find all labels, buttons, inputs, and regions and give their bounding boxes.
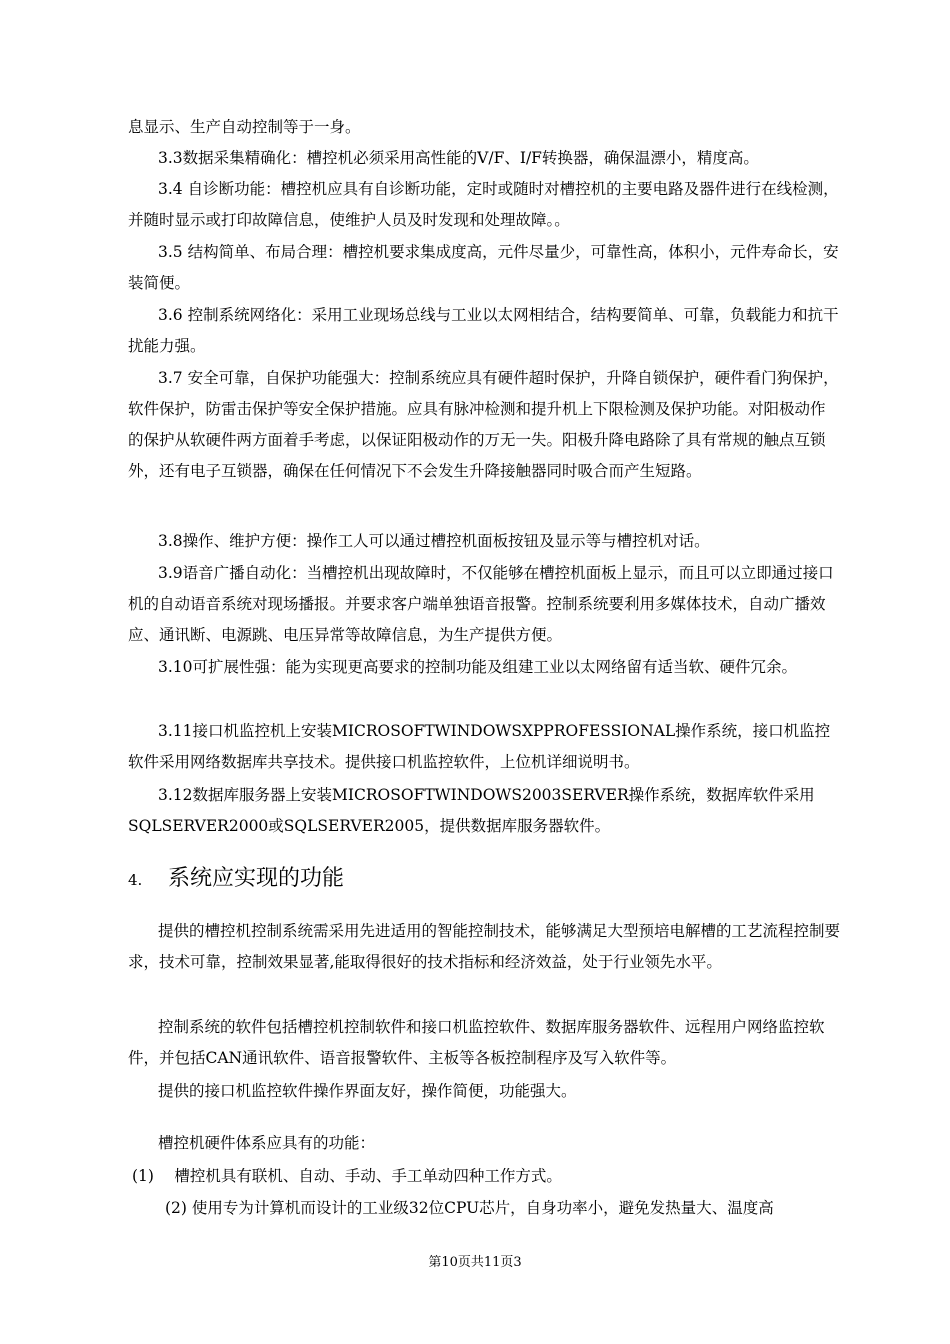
list-item-1: (1) 槽控机具有联机、自动、手动、手工单动四种工作方式。 bbox=[132, 1167, 562, 1185]
paragraph-3-12: 3.12数据库服务器上安装MICROSOFTWINDOWS2003SERVER操作系统，数据库软件采用SQLSERVER2000或SQLSERVER2005，提供数据库服务器软件。 bbox=[128, 786, 815, 835]
section-paragraph-3: 提供的接口机监控软件操作界面友好，操作简便，功能强大。 bbox=[158, 1082, 577, 1100]
paragraph-3-5: 3.5 结构简单、布局合理：槽控机要求集成度高，元件尽量少，可靠性高，体积小，元件寿命长，安装简便。 bbox=[128, 243, 839, 292]
section-number: 4. bbox=[128, 871, 143, 889]
paragraph-3-3: 3.3数据采集精确化：槽控机必须采用高性能的V/F、I/F转换器，确保温漂小，精度高。 bbox=[158, 149, 759, 167]
page-footer: 第10页共11页3 bbox=[428, 1255, 522, 1270]
paragraph-3-7: 3.7 安全可靠，自保护功能强大：控制系统应具有硬件超时保护，升降自锁保护，硬件看门狗保护，软件保护，防雷击保护等安全保护措施。应具有脉冲检测和提升机上下限检测及保护功能。对阳极动作的保护从软硬件两方面着手考虑，以保证阳极动作的万无一失。阳极升降电路除了具有常规的触点互锁外，还有电子互锁器，确保在任何情况下不会发生升降接触器同时吸合而产生短路。 bbox=[128, 369, 839, 480]
section-paragraph-1: 提供的槽控机控制系统需采用先进适用的智能控制技术，能够满足大型预培电解槽的工艺流程控制要求，技术可靠，控制效果显著,能取得很好的技术指标和经济效益，处于行业领先水平。 bbox=[128, 922, 841, 971]
paragraph-3-6: 3.6 控制系统网络化：采用工业现场总线与工业以太网相结合，结构要简单、可靠，负载能力和抗干扰能力强。 bbox=[128, 306, 839, 355]
paragraph-3-4: 3.4 自诊断功能：槽控机应具有自诊断功能，定时或随时对槽控机的主要电路及器件进行在线检测，并随时显示或打印故障信息，使维护人员及时发现和处理故障。。 bbox=[128, 180, 839, 229]
section-paragraph-2: 控制系统的软件包括槽控机控制软件和接口机监控软件、数据库服务器软件、远程用户网络监控软件，并包括CAN通讯软件、语音报警软件、主板等各板控制程序及写入软件等。 bbox=[128, 1018, 825, 1067]
list-item-2: (2) 使用专为计算机而设计的工业级32位CPU芯片，自身功率小，避免发热量大、温度高 bbox=[165, 1199, 774, 1217]
paragraph-3-11: 3.11接口机监控机上安装MICROSOFTWINDOWSXPPROFESSIONAL操作系统，接口机监控软件采用网络数据库共享技术。提供接口机监控软件，上位机详细说明书。 bbox=[128, 722, 831, 771]
section-title: 系统应实现的功能 bbox=[168, 866, 345, 891]
hardware-functions-intro: 槽控机硬件体系应具有的功能： bbox=[158, 1134, 376, 1152]
section-heading bbox=[128, 862, 344, 897]
paragraph-3-8: 3.8操作、维护方便：操作工人可以通过槽控机面板按钮及显示等与槽控机对话。 bbox=[158, 532, 710, 550]
paragraph-continuation: 息显示、生产自动控制等于一身。 bbox=[128, 118, 361, 136]
paragraph-3-10: 3.10可扩展性强：能为实现更高要求的控制功能及组建工业以太网络留有适当软、硬件冗余。 bbox=[158, 658, 798, 676]
paragraph-3-9: 3.9语音广播自动化：当槽控机出现故障时，不仅能够在槽控机面板上显示，而且可以立即通过接口机的自动语音系统对现场播报。并要求客户端单独语音报警。控制系统要利用多媒体技术，自动广播效应、通讯断、电源跳、电压异常等故障信息，为生产提供方便。 bbox=[128, 564, 834, 644]
